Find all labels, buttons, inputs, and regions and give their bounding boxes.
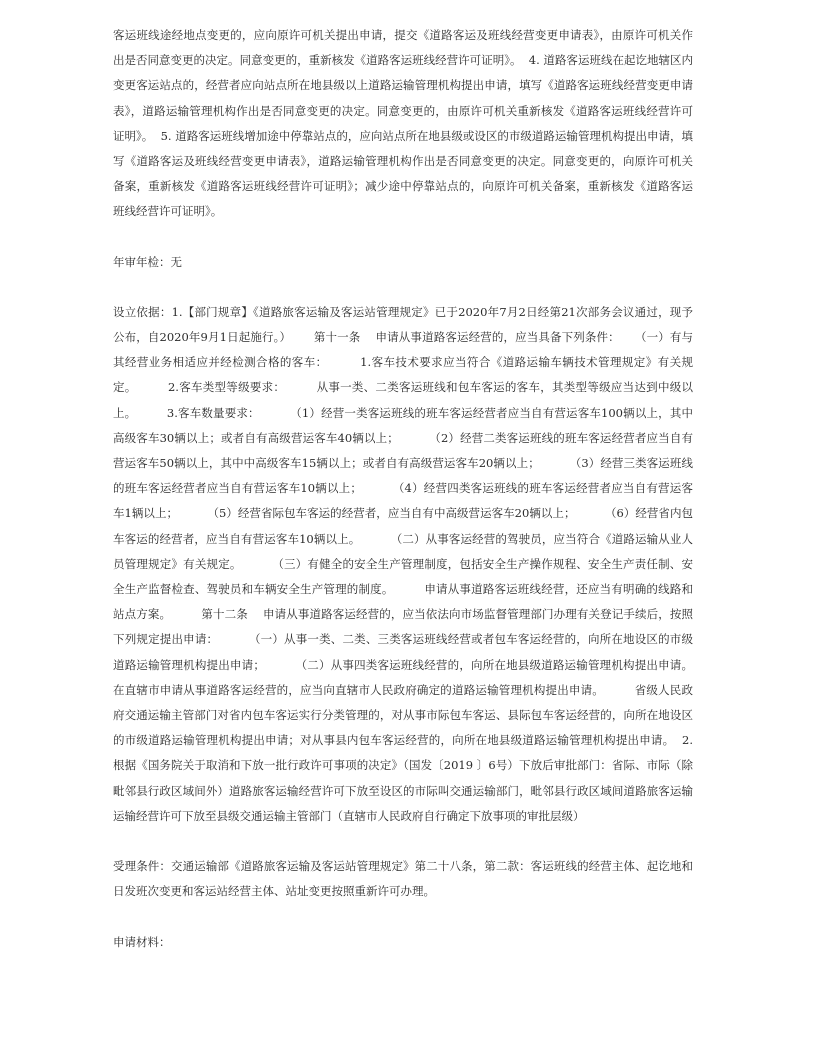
legal-basis-paragraph: 设立依据：1.【部门规章】《道路旅客运输及客运站管理规定》已于2020年7月2日经第21次部务会议通过，现予公布，自2020年9月1日起施行。） 第十一条 申请从事道路客运经营的，应当具备下列条件： （一）有与其经营业务相适应并经检测合格的客车： 1.客车技术要求应当符合《道路运输车辆技术管理规定》有关规定。 2.客车类型等级要求： 从事一类、二类客运班线和包车客运的客车，其类型等级应当达到中级以上。 3.客车数量要求： （1）经营一类客运班线的班车客运经营者应当自有营运客车100辆以上，其中高级客车30辆以上；或者自有高级营运客车40辆以上； （2）经营二类客运班线的班车客运经营者应当自有营运客车50辆以上，其中中高级客车15辆以上；或者自有高级营运客车20辆以上； （3）经营三类客运班线的班车客运经营者应当自有营运客车10辆以上； （4）经营四类客运班线的班车客运经营者应当自有营运客车1辆以上； （5）经营省际包车客运的经营者，应当自有中高级营运客车20辆以上； （6）经营省内包车客运的经营者，应当自有营运客车10辆以上。 （二）从事客运经营的驾驶员，应当符合《道路运输从业人员管理规定》有关规定。 （三）有健全的安全生产管理制度，包括安全生产操作规程、安全生产责任制、安全生产监督检查、驾驶员和车辆安全生产管理的制度。 申请从事道路客运班线经营，还应当有明确的线路和站点方案。 第十二条 申请从事道路客运经营的，应当依法向市场监督管理部门办理有关登记手续后，按照下列规定提出申请： （一）从事一类、二类、三类客运班线经营或者包车客运经营的，向所在地设区的市级道路运输管理机构提出申请； （二）从事四类客运班线经营的，向所在地县级道路运输管理机构提出申请。 在直辖市申请从事道路客运经营的，应当向直辖市人民政府确定的道路运输管理机构提出申请。 省级人民政府交通运输主管部门对省内包车客运实行分类管理的，对从事市际包车客运、县际包车客运经营的，向所在地设区的市级道路运输管理机构提出申请；对从事县内包车客运经营的，向所在地县级道路运输管理机构提出申请。 2.根据《国务院关于取消和下放一批行政许可事项的决定》（国发〔2019 〕6号）下放后审批部门：省际、市际（除毗邻县行政区域间外）道路旅客运输经营许可下放至设区的市际叫交通运输部门，毗邻县行政区域间道路旅客运输运输经营许可下放至县级交通运输主管部门（直辖市人民政府自行确定下放事项的审批层级） bbox=[113, 304, 723, 823]
annual-review-paragraph: 年审年检：无 bbox=[113, 254, 182, 269]
change-procedure-paragraph: 客运班线途经地点变更的，应向原许可机关提出申请，提交《道路客运及班线经营变更申请表》，由原许可机关作出是否同意变更的决定。同意变更的，重新核发《道路客运班线经营许可证明》。 4. 道路客运班线在起讫地辖区内变更客运站点的，经营者应向站点所在地县级以上道路运输管理机构提出申请，填写《道路客运班线经营变更申请表》，道路运输管理机构作出是否同意变更的决定。同意变更的，由原许可机关重新核发《道路客运班线经营许可证明》。 5. 道路客运班线增加途中停靠站点的，应向站点所在地县级或设区的市级道路运输管理机构提出申请，填写《道路客运及班线经营变更申请表》，道路运输管理机构作出是否同意变更的决定。同意变更的，向原许可机关备案，重新核发《道路客运班线经营许可证明》；减少途中停靠站点的，向原许可机关备案，重新核发《道路客运班线经营许可证明》。 bbox=[113, 28, 693, 219]
application-materials-heading: 申请材料： bbox=[113, 934, 171, 949]
document-body bbox=[113, 23, 723, 955]
acceptance-conditions-paragraph: 受理条件：交通运输部《道路旅客运输及客运站管理规定》第二十八条，第二款：客运班线的经营主体、起讫地和日发班次变更和客运站经营主体、站址变更按照重新许可办理。 bbox=[113, 859, 693, 899]
